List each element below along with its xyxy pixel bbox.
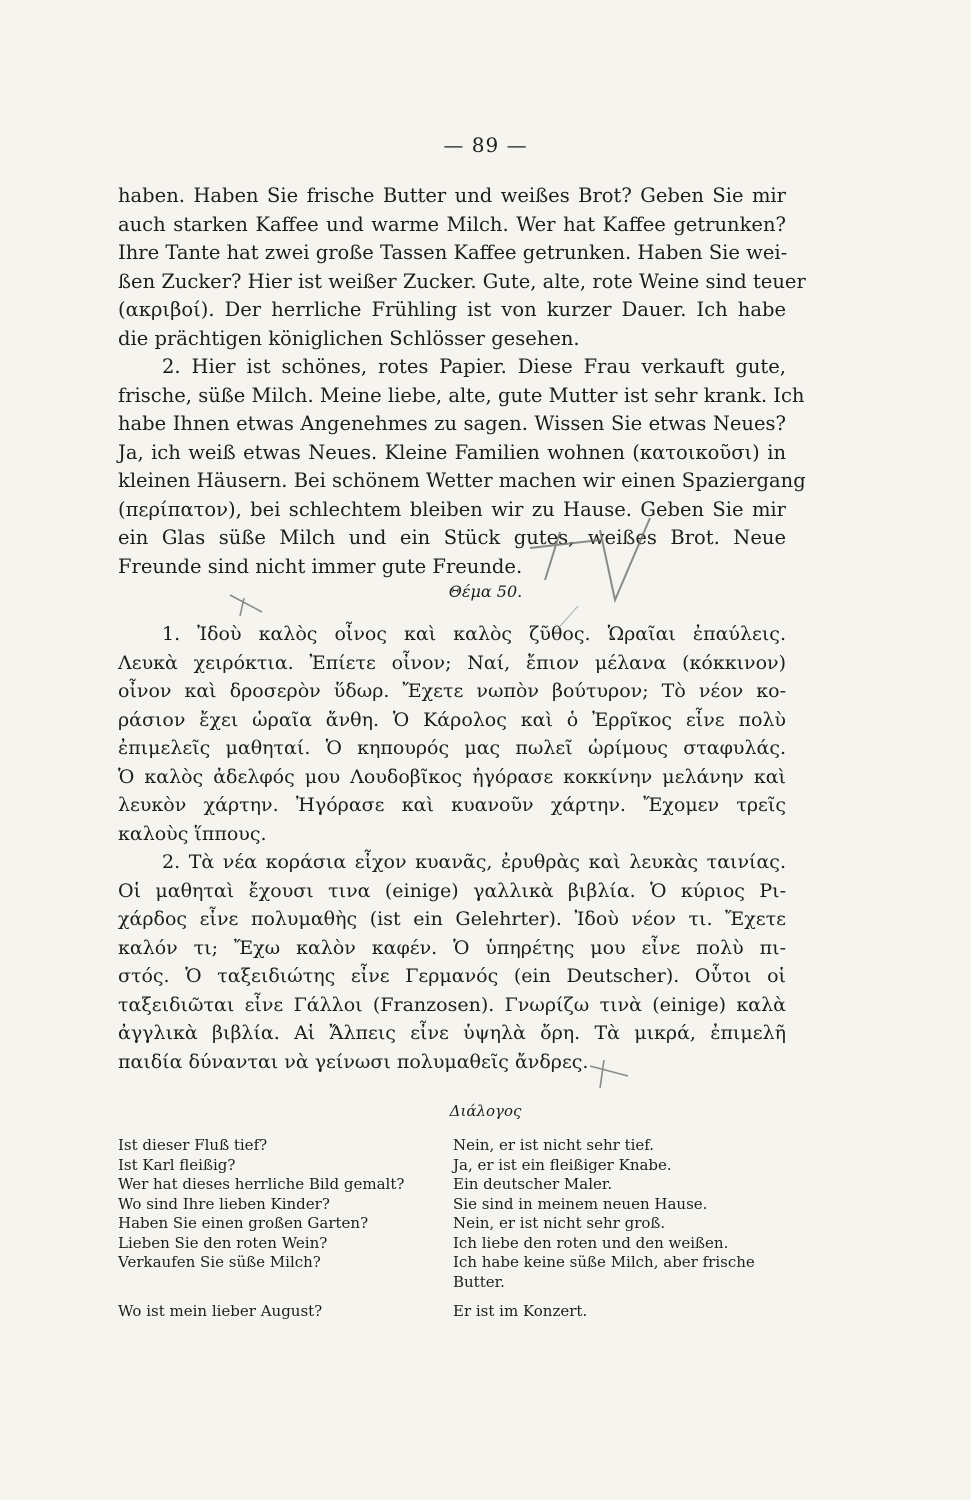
german-exercise — [118, 182, 806, 581]
dialog-question: Verkaufen Sie süße Milch? — [118, 1253, 321, 1271]
dialog-question: Lieben Sie den roten Wein? — [118, 1233, 328, 1252]
text-line: Freunde sind nicht immer gute Freunde. — [118, 554, 523, 578]
text-line: παιδία δύνανται νὰ γείνωσι πολυμαθεῖς ἄνδρες. — [118, 1050, 589, 1073]
dialog-answer: Ich habe keine süße Milch, aber frische — [453, 1253, 755, 1271]
text-line: frische, süße Milch. Meine liebe, alte, gute Mutter ist sehr krank. Ich — [118, 383, 805, 407]
text-line: haben. Haben Sie frische Butter und weißes Brot? Geben Sie mir — [118, 184, 786, 207]
greek-exercise — [118, 620, 786, 1076]
dialog-answer: Er ist im Konzert. — [453, 1302, 588, 1320]
text-line: Ihre Tante hat zwei große Tassen Kaffee getrunken. Haben Sie wei- — [118, 241, 788, 264]
text-line: ἐπιμελεῖς μαθηταί. Ὁ κηπουρός μας πωλεῖ ὡρίμους σταφυλάς. — [118, 737, 786, 759]
spacer — [118, 1292, 458, 1302]
text-line: die prächtigen königlichen Schlösser gesehen. — [118, 326, 580, 350]
text-line: ein Glas süße Milch und ein Stück gutes, weißes Brot. Neue — [118, 526, 786, 549]
text-line: Οἱ μαθηταὶ ἔχουσι τινα (einige) γαλλικὰ βιβλία. Ὁ κύριος Ρι- — [118, 879, 786, 902]
dialog-answer: Butter. — [453, 1272, 505, 1291]
dialog-answer: Sie sind in meinem neuen Hause. — [453, 1194, 708, 1213]
text-line: καλόν τι; Ἔχω καλὸν καφέν. Ὁ ὑπηρέτης μου εἶνε πολὺ πι- — [118, 936, 786, 959]
text-line: Ja, ich weiß etwas Neues. Kleine Familien wohnen (κατοικοῦσι) in — [118, 440, 786, 464]
text-line: (ακριβοί). Der herrliche Frühling ist von kurzer Dauer. Ich habe — [118, 298, 786, 321]
spacer — [453, 1292, 793, 1302]
dialog-question — [118, 1273, 458, 1293]
text-line: ßen Zucker? Hier ist weißer Zucker. Gute, alte, rote Weine sind teuer — [118, 269, 806, 293]
text-line: ράσιον ἔχει ὡραῖα ἄνθη. Ὁ Κάρολος καὶ ὁ Ἐρρῖκος εἶνε πολὺ — [118, 708, 786, 731]
text-line: οἶνον καὶ δροσερὸν ὕδωρ. Ἔχετε νωπὸν βούτυρον; Τὸ νέον κο- — [118, 680, 786, 702]
dialog-answer: Ich liebe den roten und den weißen. — [453, 1233, 729, 1252]
text-line: habe Ihnen etwas Angenehmes zu sagen. Wissen Sie etwas Neues? — [118, 412, 786, 435]
text-line: 2. Τὰ νέα κοράσια εἶχον κυανᾶς, ἐρυθρὰς καὶ λευκὰς ταινίας. — [162, 851, 786, 873]
text-line: 1. Ἰδοὺ καλὸς οἶνος καὶ καλὸς ζῦθος. Ὡραῖαι ἐπαύλεις. — [162, 623, 786, 645]
text-line: (περίπατον), bei schlechtem bleiben wir zu Hause. Geben Sie mir — [118, 497, 786, 521]
text-line: kleinen Häusern. Bei schönem Wetter machen wir einen Spaziergang — [118, 469, 806, 492]
dialog-answer: Ja, er ist ein fleißiger Knabe. — [453, 1155, 672, 1174]
text-line: στός. Ὁ ταξειδιώτης εἶνε Γερμανός (ein Deutscher). Οὗτοι οἱ — [118, 965, 786, 987]
dialog-answer: Nein, er ist nicht sehr tief. — [453, 1136, 655, 1154]
dialog-question: Wo ist mein lieber August? — [118, 1302, 323, 1320]
text-line: λευκὸν χάρτην. Ἠγόρασε καὶ κυανοῦν χάρτην. Ἔχομεν τρεῖς — [118, 794, 786, 816]
dialog-heading: Διάλογος — [449, 1102, 522, 1120]
text-line: καλοὺς ἵππους. — [118, 822, 267, 845]
dialog-question: Ist Karl fleißig? — [118, 1155, 236, 1174]
text-line: Ὁ καλὸς ἀδελφός μου Λουδοβῖκος ἠγόρασε κοκκίνην μελάνην καὶ — [118, 765, 786, 788]
text-line: auch starken Kaffee und warme Milch. Wer hat Kaffee getrunken? — [118, 212, 786, 236]
dialog-answer: Nein, er ist nicht sehr groß. — [453, 1214, 666, 1232]
text-line: ταξειδιῶται εἶνε Γάλλοι (Franzosen). Γνωρίζω τινὰ (einige) καλὰ — [118, 993, 786, 1016]
dialog-question: Haben Sie einen großen Garten? — [118, 1214, 369, 1232]
text-line: Λευκὰ χειρόκτια. Ἐπίετε οἶνον; Ναί, ἔπιον μέλανα (κόκκινον) — [118, 651, 786, 674]
dialog-question: Ist dieser Fluß tief? — [118, 1136, 268, 1154]
page-number: — 89 — — [443, 133, 528, 157]
text-line: χάρδος εἶνε πολυμαθὴς (ist ein Gelehrter). Ἰδοὺ νέον τι. Ἔχετε — [118, 908, 786, 930]
dialog-answers — [453, 1136, 793, 1322]
dialog-question: Wer hat dieses herrliche Bild gemalt? — [118, 1175, 405, 1193]
dialog-question: Wo sind Ihre lieben Kinder? — [118, 1194, 330, 1213]
text-line: 2. Hier ist schönes, rotes Papier. Diese Frau verkauft gute, — [162, 355, 786, 378]
dialog-questions — [118, 1136, 458, 1322]
theme-heading: Θέμα 50. — [448, 582, 523, 601]
dialog-answer: Ein deutscher Maler. — [453, 1175, 613, 1193]
text-line: ἀγγλικὰ βιβλία. Αἱ Ἄλπεις εἶνε ὑψηλὰ ὄρη. Τὰ μικρά, ἐπιμελῆ — [118, 1022, 786, 1044]
